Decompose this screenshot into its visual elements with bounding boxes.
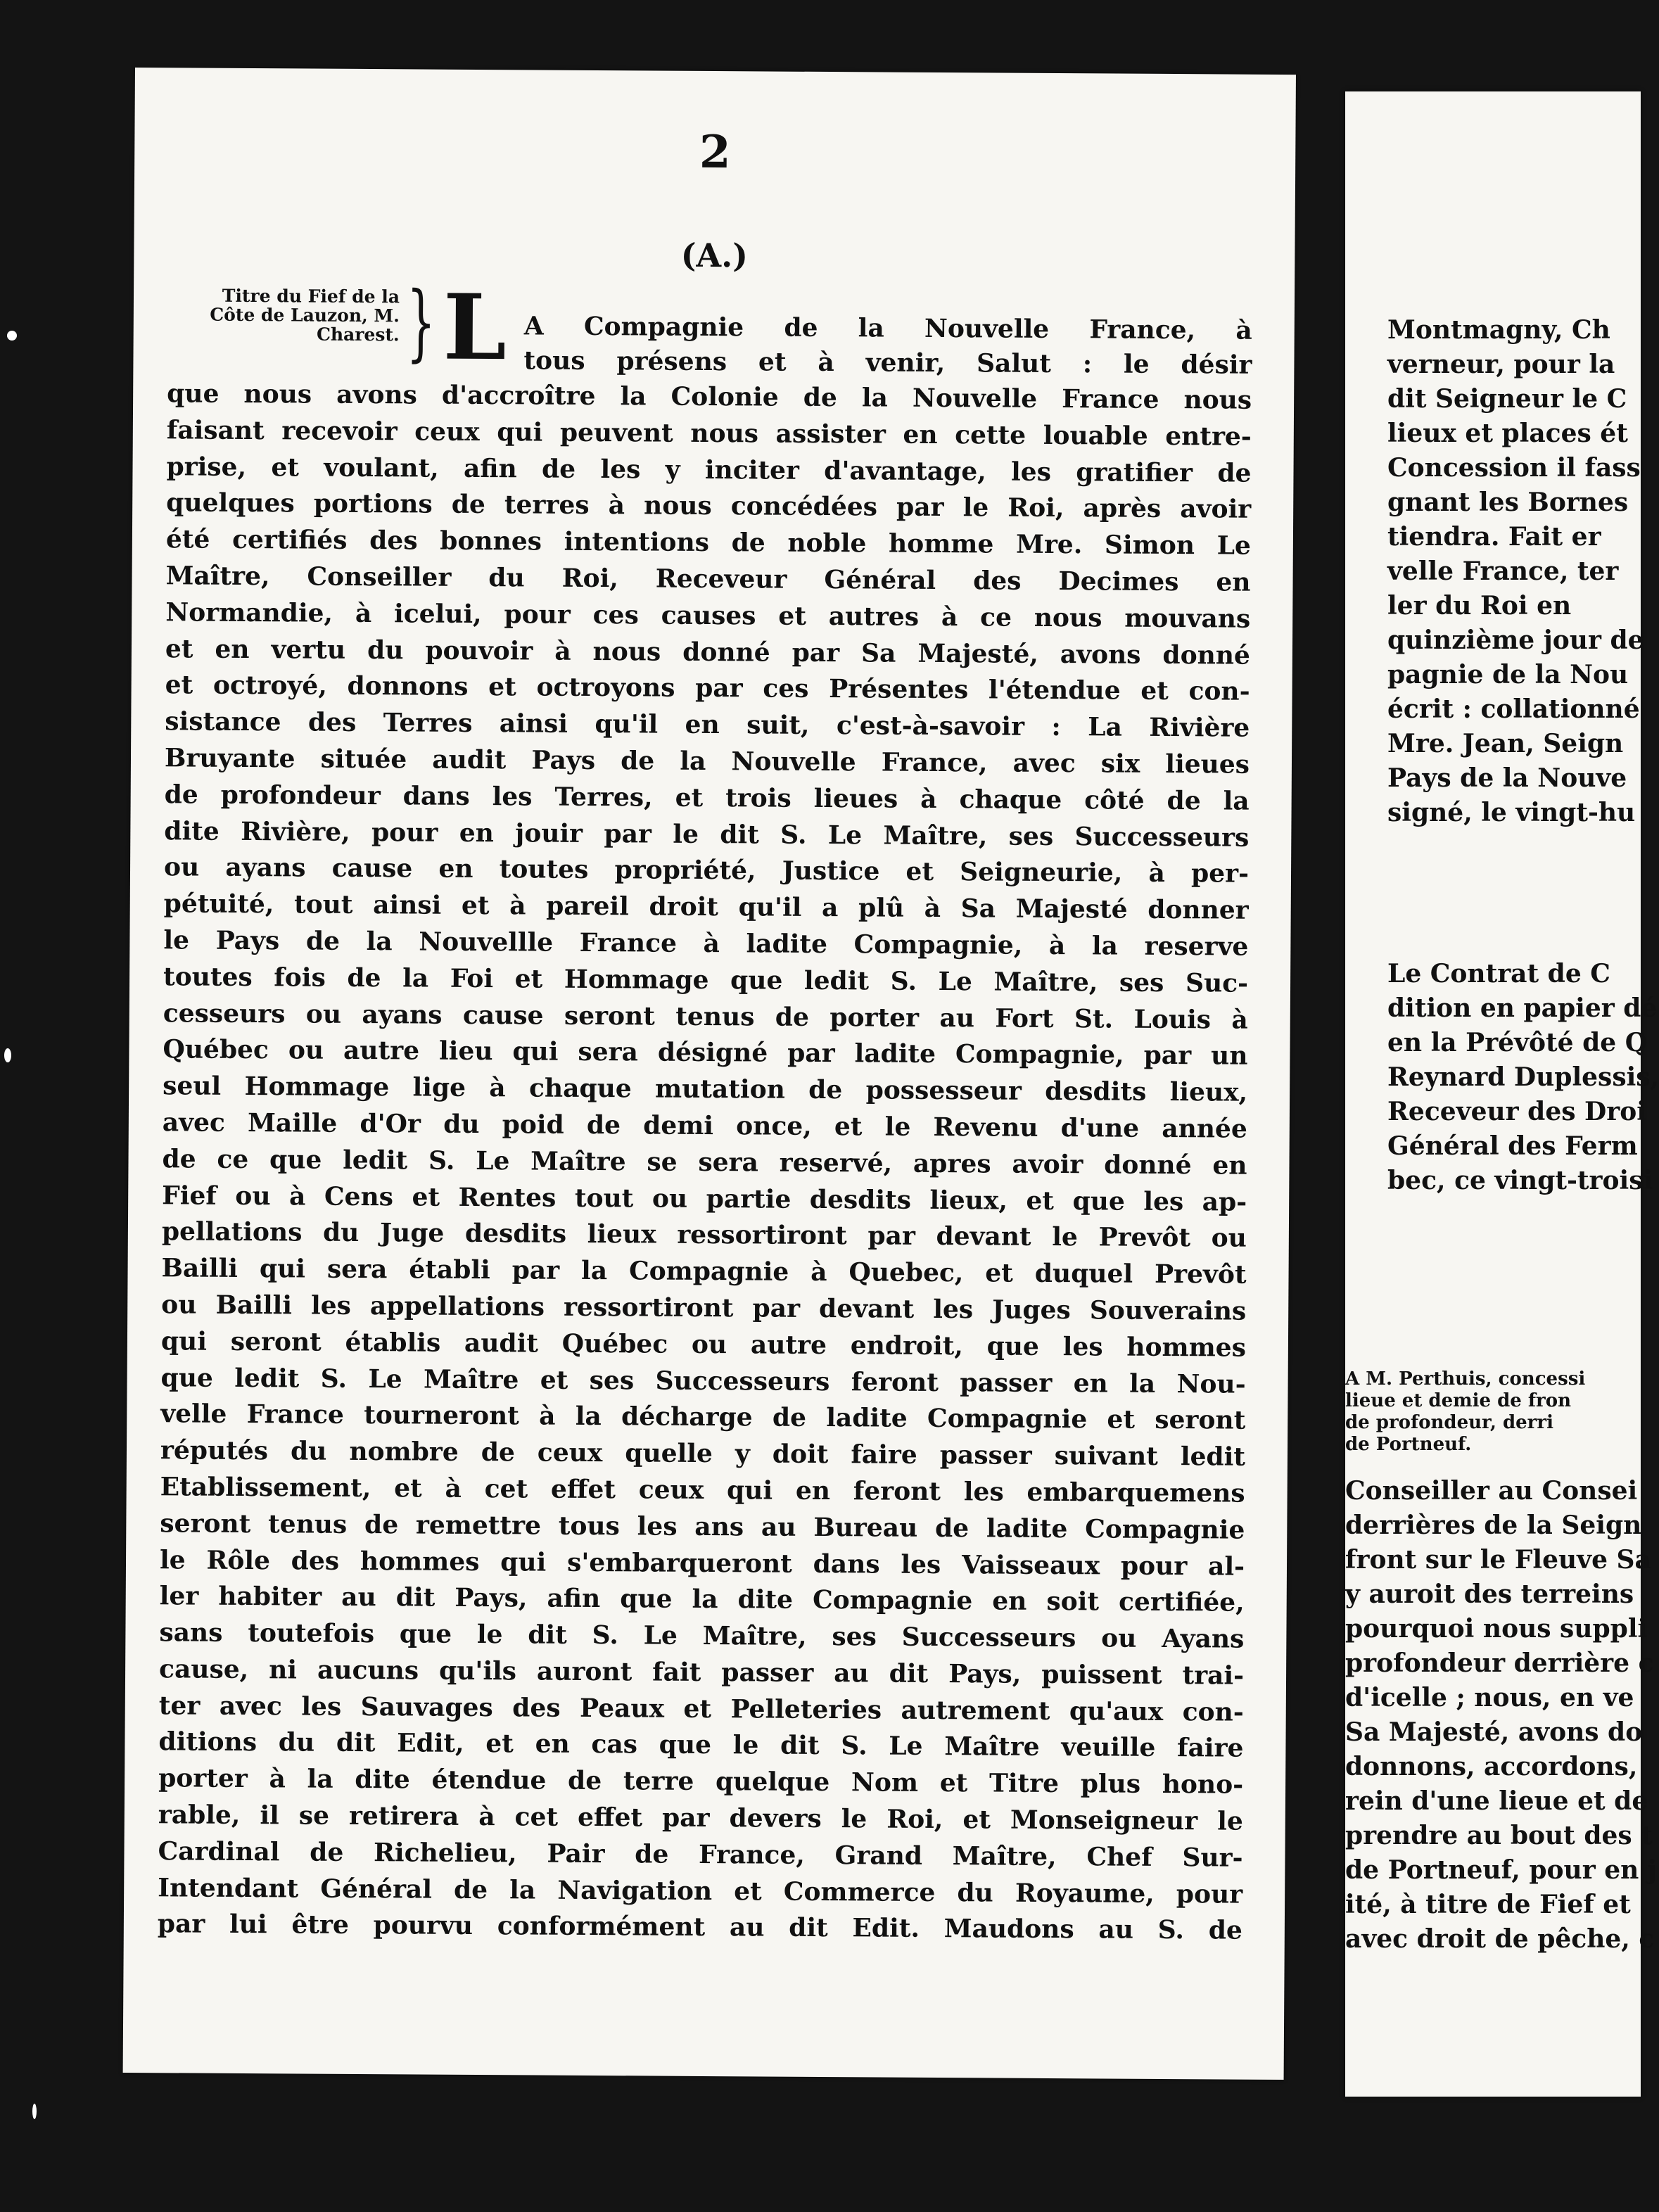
text-line: dition en papier dé [1387,993,1658,1023]
right-page [1345,91,1659,2097]
text-line: lieue et demie de fron [1345,1390,1572,1411]
text-line: gnant les Bornes [1387,488,1629,517]
margin-note-line: Titre du Fief de la [222,285,400,307]
text-line: pétuité, tout ainsi et à pareil droit qu'il a plû à Sa Majesté donner [163,889,1249,925]
text-line: Bruyante située audit Pays de la Nouvelle France, avec six lieues [164,743,1250,780]
text-line: sans toutefois que le dit S. Le Maître, ses Successeurs ou Ayans [159,1617,1245,1654]
text-line: lieux et places ét [1387,419,1628,448]
margin-note-line: Côte de Lauzon, M. [210,304,400,326]
text-line: le Rôle des hommes qui s'embarqueront dans les Vaisseaux pour al- [159,1544,1245,1582]
text-line: été certifiés des bonnes intentions de noble homme Mre. Simon Le [165,524,1252,561]
text-line: cause, ni aucuns qu'ils auront fait passer au dit Pays, puissent trai- [158,1654,1245,1691]
text-line: Cardinal de Richelieu, Pair de France, Grand Maître, Chef Sur- [158,1836,1243,1873]
text-line: seul Hommage lige à chaque mutation de possesseur desdits lieux, [163,1071,1248,1107]
text-line: pellations du Juge desdits lieux ressortiront par devant le Prevôt ou [161,1216,1247,1254]
scan-speck [32,2104,37,2119]
text-line: sistance des Terres ainsi qu'il en suit, c'est-à-savoir : La Rivière [165,706,1250,743]
text-line: rable, il se retirera à cet effet par devers le Roi, et Monseigneur le [158,1800,1243,1836]
right-margin-note [1345,1368,1585,1456]
margin-note-line: Charest. [316,324,400,345]
text-line: avec droit de pêche, c [1345,1924,1655,1954]
text-line: front sur le Fleuve Sa [1345,1545,1651,1575]
text-line: que ledit S. Le Maître et ses Successeurs feront passer en la Nou- [160,1362,1246,1399]
text-line: dit Seigneur le C [1387,384,1627,414]
text-line: signé, le vingt-hu [1387,798,1636,827]
text-line: pagnie de la Nou [1387,660,1629,689]
text-line: donnons, accordons, [1345,1752,1638,1781]
text-line: et en vertu du pouvoir à nous donné par Sa Majesté, avons donné [165,633,1251,670]
text-line: Bailli qui sera établi par la Compagnie à Quebec, et duquel Prevôt [161,1253,1247,1290]
text-line: A Compagnie de la Nouvelle France, à [523,311,1252,345]
text-line: velle France tourneront à la décharge de ladite Compagnie et seront [160,1399,1246,1435]
text-line: prise, et voulant, afin de les y inciter d'avantage, les gratifier de [166,451,1252,488]
left-page [123,68,1296,2080]
text-line: avec Maille d'Or du poid de demi once, et le Revenu d'une année [162,1107,1247,1144]
text-line: ditions du dit Edit, et en cas que le dit S. Le Maître veuille faire [158,1727,1244,1764]
text-line: rein d'une lieue et de [1345,1786,1648,1816]
text-line: velle France, ter [1387,557,1619,586]
text-line: Reynard Duplessis, [1387,1062,1659,1092]
text-line: ler du Roi en [1387,591,1572,621]
text-line: tous présens et à venir, Salut : le désir [523,345,1252,380]
text-line: quinzième jour de [1387,625,1644,655]
text-line: tiendra. Fait er [1387,522,1601,552]
page-number: 2 [699,125,731,179]
text-line: derrières de la Seign [1345,1511,1642,1540]
text-line: ité, à titre de Fief et [1345,1890,1631,1919]
text-line: ou Bailli les appellations ressortiront par devant les Juges Souverains [161,1290,1247,1326]
text-line: d'icelle ; nous, en ve [1345,1683,1634,1712]
drop-cap: L [443,274,507,381]
text-line: dite Rivière, pour en jouir par le dit S. Le Maître, ses Successeurs [164,815,1250,853]
text-line: de Portneuf, pour en j [1345,1855,1657,1885]
text-line: Québec ou autre lieu qui sera désigné par ladite Compagnie, par un [163,1034,1248,1072]
brace-glyph: } [406,273,436,371]
margin-note [189,286,400,344]
scan-speck [4,1048,11,1062]
text-line: faisant recevoir ceux qui peuvent nous assister en cette louable entre- [166,415,1252,452]
text-line: Conseiller au Consei [1345,1476,1638,1506]
text-line: de ce que ledit S. Le Maître se sera reservé, apres avoir donné en [162,1143,1247,1181]
text-line: quelques portions de terres à nous concédées par le Roi, après avoir [166,488,1252,525]
text-line: Receveur des Droi [1387,1097,1646,1126]
body-text [158,376,1252,1950]
text-line: cesseurs ou ayans cause seront tenus de porter au Fort St. Louis à [163,998,1248,1035]
text-line: ou ayans cause en toutes propriété, Justice et Seigneurie, à per- [163,852,1250,889]
text-line: réputés du nombre de ceux quelle y doit faire passer suivant ledit [160,1435,1246,1472]
text-line: bec, ce vingt-troisi [1387,1166,1653,1195]
text-line: le Pays de la Nouvellle France à ladite Compagnie, à la reserve [163,925,1249,962]
text-line: Pays de la Nouve [1387,763,1627,793]
text-line: verneur, pour la [1387,350,1615,379]
text-line: Sa Majesté, avons do [1345,1717,1643,1747]
scan-speck [7,331,17,341]
text-line: Fief ou à Cens et Rentes tout ou partie desdits lieux, et que les ap- [162,1180,1247,1217]
text-line: Maître, Conseiller du Roi, Receveur Général des Decimes en [165,561,1251,597]
section-label: (A.) [680,236,749,275]
text-line: qui seront établis audit Québec ou autre endroit, que les hommes [160,1326,1247,1363]
text-line: Le Contrat de C [1387,959,1610,989]
text-line: en la Prévôté de Q [1387,1028,1648,1057]
text-line: Mre. Jean, Seign [1387,729,1624,758]
text-line: Etablissement, et à cet effet ceux qui en feront les embarquemens [160,1472,1245,1508]
text-line: toutes fois de la Foi et Hommage que ledit S. Le Maître, ses Suc- [163,962,1249,998]
text-line: profondeur derrière c [1345,1648,1654,1678]
opening-lines [523,309,1252,382]
text-line: ler habiter au dit Pays, afin que la dite Compagnie en soit certifiée, [159,1581,1245,1617]
text-line: Intendant Général de la Navigation et Commerce du Royaume, pour [158,1872,1243,1909]
text-line: par lui être pourvu conformément au dit Edit. Maudons au S. de [157,1909,1242,1946]
text-line: de profondeur, derri [1345,1412,1553,1433]
text-line: ter avec les Sauvages des Peaux et Pelleteries autrement qu'aux con- [158,1690,1244,1727]
text-line: de Portneuf. [1345,1434,1472,1455]
text-line: de profondeur dans les Terres, et trois lieues à chaque côté de la [164,780,1250,816]
text-line: que nous avons d'accroître la Colonie de la Nouvelle France nous [167,379,1252,415]
right-text-block-1 [1387,313,1644,830]
right-text-block-3 [1345,1474,1657,1957]
right-text-block-2 [1387,957,1659,1198]
text-line: Normandie, à icelui, pour ces causes et autres à ce nous mouvans [165,597,1251,634]
text-line: seront tenus de remettre tous les ans au Bureau de ladite Compagnie [160,1508,1245,1545]
text-line: prendre au bout des t [1345,1821,1653,1850]
text-line: Montmagny, Ch [1387,315,1610,345]
text-line: Général des Ferm [1387,1131,1638,1161]
text-line: y auroit des terreins [1345,1579,1634,1609]
text-line: Concession il fass [1387,453,1641,483]
text-line: porter à la dite étendue de terre quelque Nom et Titre plus hono- [158,1763,1244,1800]
text-line: écrit : collationné [1387,694,1640,724]
text-line: pourquoi nous suppli [1345,1614,1648,1644]
text-line: A M. Perthuis, concessi [1345,1368,1586,1390]
text-line: et octroyé, donnons et octroyons par ces Présentes l'étendue et con- [165,670,1250,707]
